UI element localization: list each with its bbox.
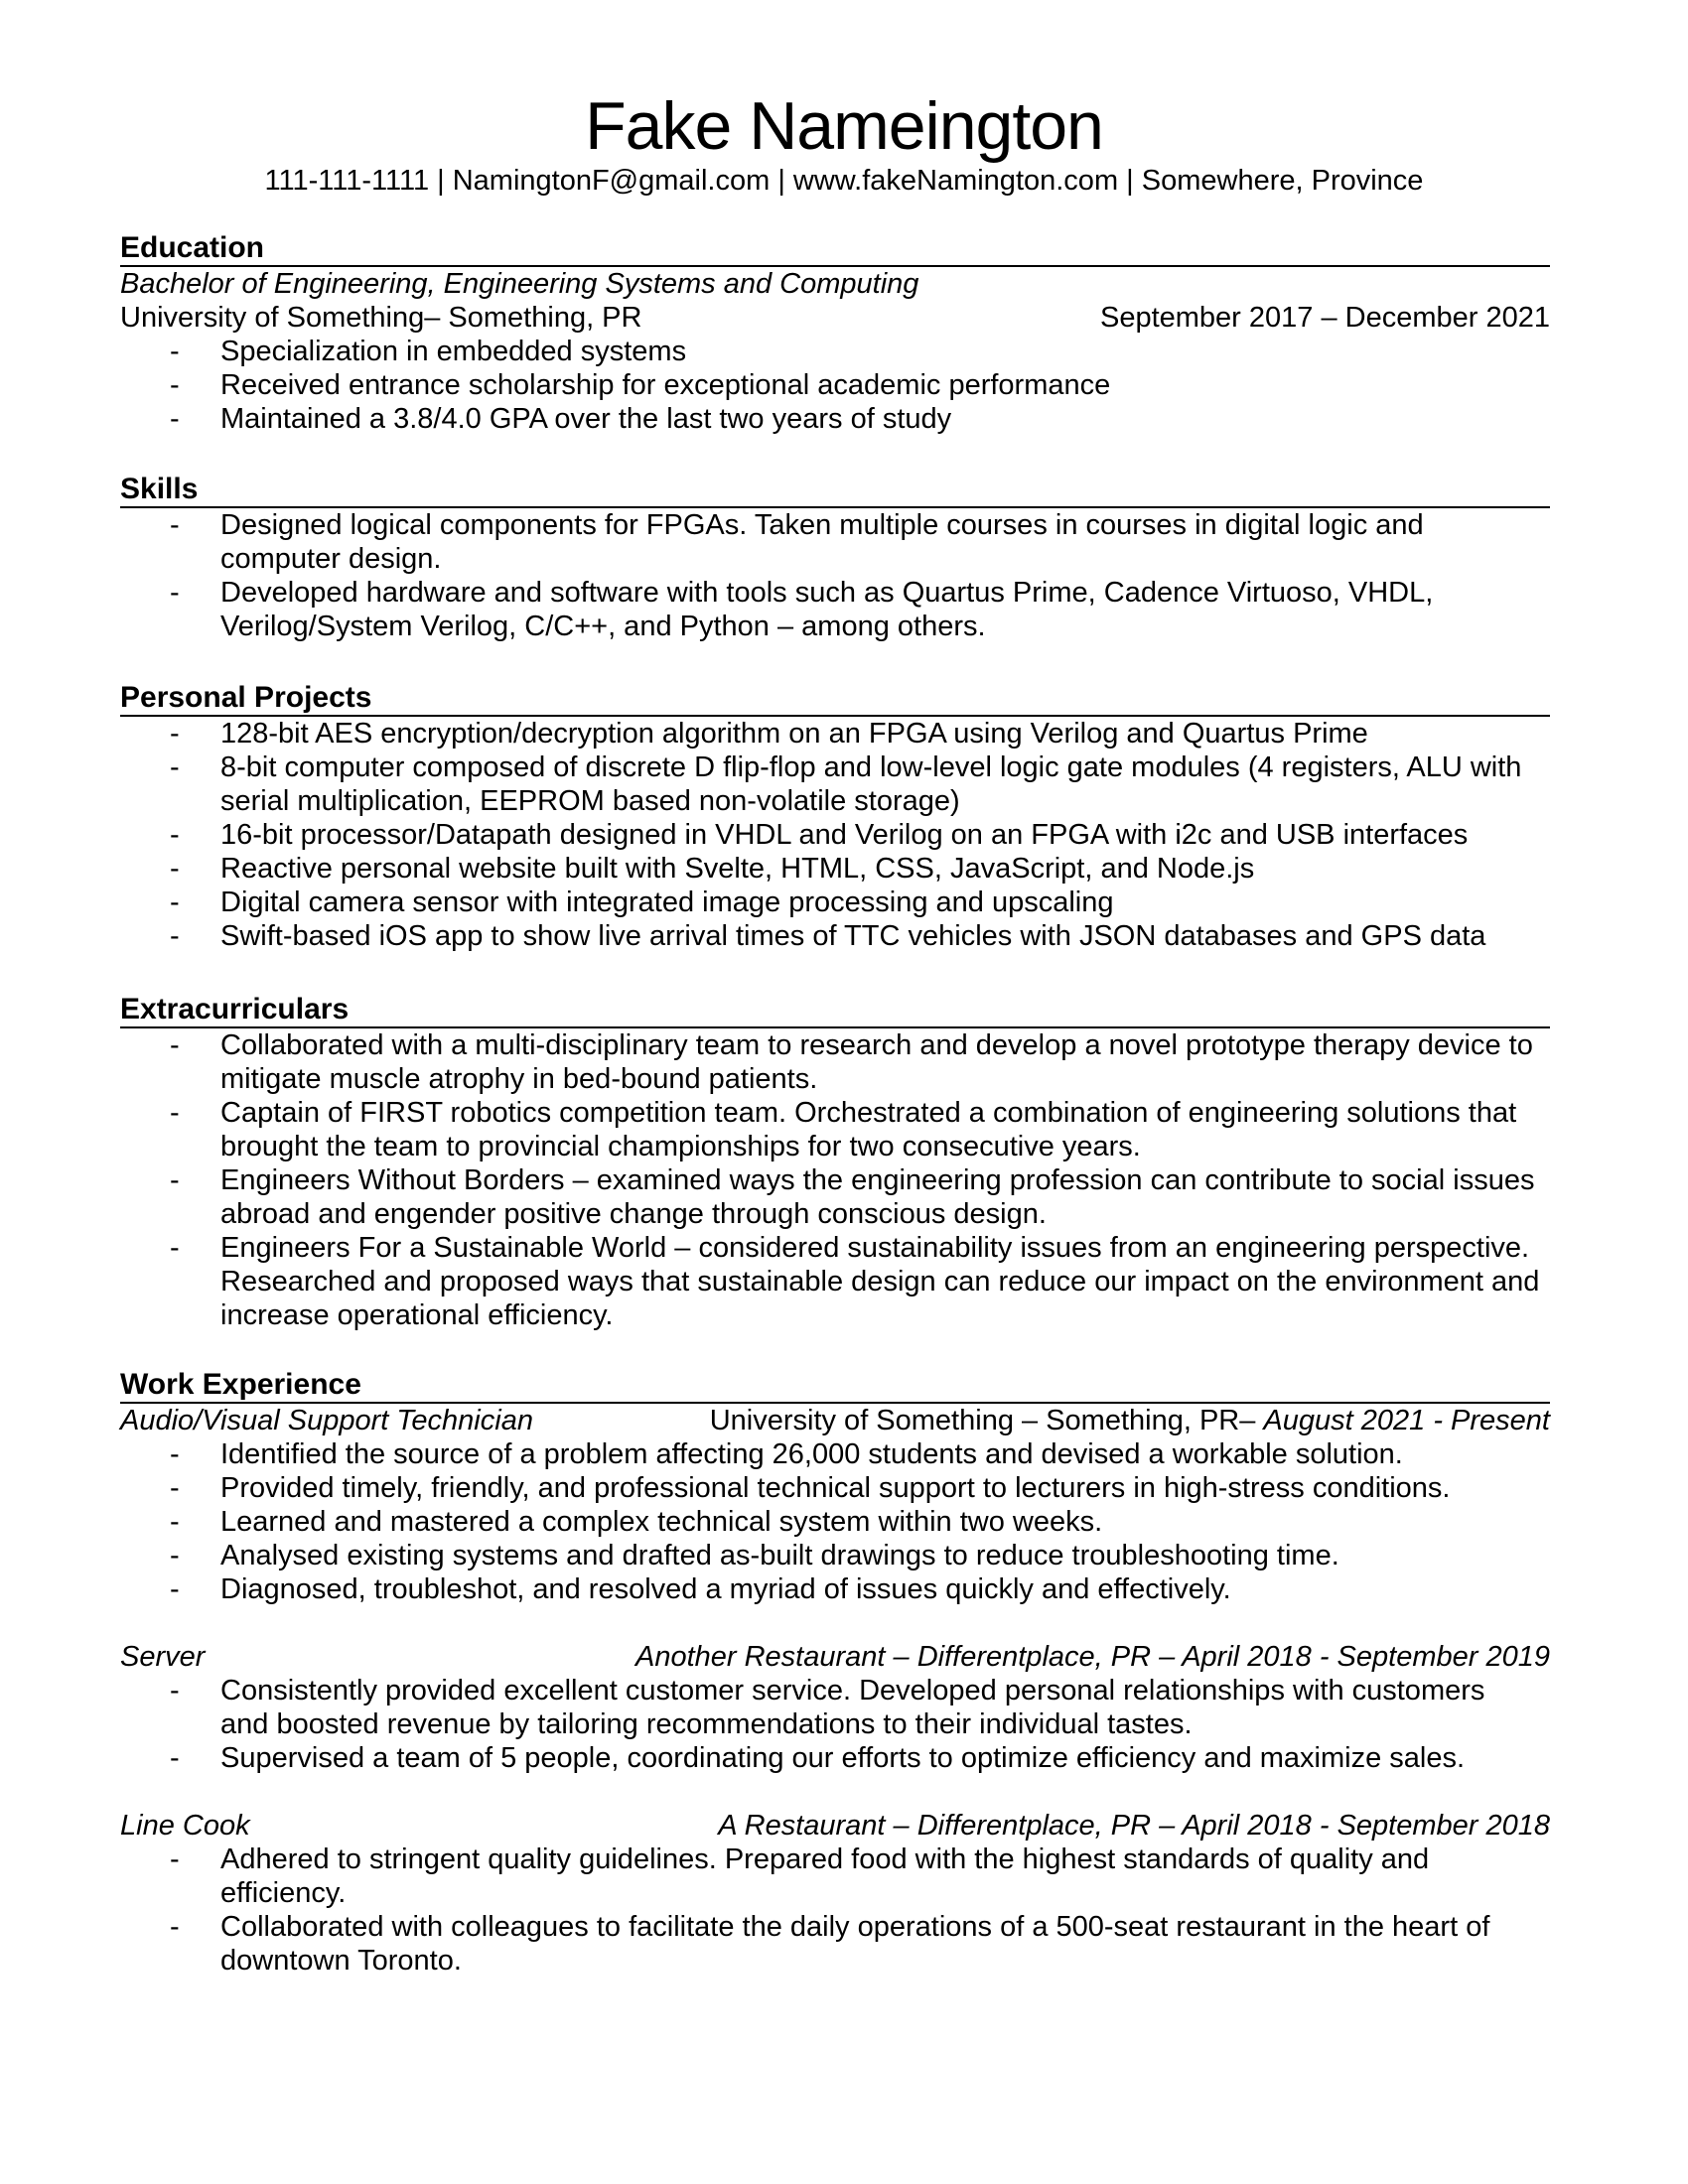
job-bullets (120, 1843, 1550, 1978)
job-title: Server (120, 1641, 206, 1673)
list-item: - 128-bit AES encryption/decryption algorithm on an FPGA using Verilog and Quartus Prime (170, 718, 1368, 750)
skills-bullets (120, 508, 1550, 643)
list-item: - 16-bit processor/Datapath designed in VHDL and Verilog on an FPGA with i2c and USB interfaces (170, 819, 1469, 851)
list-item: - Identified the source of a problem affecting 26,000 students and devised a workable solution. (170, 1438, 1403, 1470)
job-employer: Another Restaurant – Differentplace, PR – April 2018 - September 2019 (634, 1641, 1550, 1673)
school-name: University of Something– Something, PR (120, 302, 642, 334)
list-item: - Received entrance scholarship for exceptional academic performance (170, 369, 1111, 401)
list-item: - Engineers For a Sustainable World – considered sustainability issues from an engineering perspective. Researched and proposed ways that sustainable design can reduce our impact on the environment and increase operational efficiency. (170, 1232, 1540, 1331)
job-header (120, 1640, 1550, 1674)
list-item: - Consistently provided excellent customer service. Developed personal relationships with customers and boosted revenue by tailoring recommendations to their individual tastes. (170, 1675, 1485, 1740)
job-employer: A Restaurant – Differentplace, PR – April 2018 - September 2018 (718, 1810, 1550, 1842)
school-row (120, 301, 1550, 335)
list-item: - Swift-based iOS app to show live arrival times of TTC vehicles with JSON databases and GPS data (170, 920, 1486, 952)
list-item: - Captain of FIRST robotics competition team. Orchestrated a combination of engineering solutions that brought the team to provincial championships for two consecutive years. (170, 1097, 1517, 1162)
projects-section (120, 681, 1550, 953)
projects-bullets (120, 717, 1550, 953)
section-heading-skills: Skills (120, 473, 1550, 508)
job-bullets (120, 1674, 1550, 1775)
candidate-name: Fake Nameington (585, 88, 1103, 164)
job-employer: University of Something – Something, PR– August 2021 - Present (709, 1405, 1550, 1436)
contact-line: 111-111-1111 | NamingtonF@gmail.com | www.fakeNamington.com | Somewhere, Province (264, 165, 1424, 197)
job-header (120, 1809, 1550, 1843)
list-item: - Diagnosed, troubleshot, and resolved a myriad of issues quickly and effectively. (170, 1573, 1231, 1605)
list-item: - Designed logical components for FPGAs. Taken multiple courses in courses in digital logic and computer design. (170, 509, 1424, 575)
list-item: - Developed hardware and software with tools such as Quartus Prime, Cadence Virtuoso, VHDL, Verilog/System Verilog, C/C++, and Python – among others. (170, 577, 1434, 642)
section-heading-work: Work Experience (120, 1368, 1550, 1404)
section-heading-education: Education (120, 231, 1550, 267)
list-item: - Engineers Without Borders – examined ways the engineering profession can contribute to social issues abroad and engender positive change through conscious design. (170, 1164, 1535, 1230)
list-item: - Digital camera sensor with integrated image processing and upscaling (170, 887, 1114, 918)
list-item: - Supervised a team of 5 people, coordinating our efforts to optimize efficiency and maximize sales. (170, 1742, 1466, 1774)
list-item: - Maintained a 3.8/4.0 GPA over the last two years of study (170, 403, 952, 435)
list-item: - Adhered to stringent quality guidelines. Prepared food with the highest standards of quality and efficiency. (170, 1843, 1430, 1909)
list-item: - Analysed existing systems and drafted as-built drawings to reduce troubleshooting time. (170, 1540, 1339, 1571)
degree: Bachelor of Engineering, Engineering Systems and Computing (120, 268, 919, 300)
list-item: - Learned and mastered a complex technical system within two weeks. (170, 1506, 1103, 1538)
skills-section (120, 473, 1550, 643)
section-heading-extracurriculars: Extracurriculars (120, 993, 1550, 1028)
education-bullets (120, 335, 1550, 436)
job-title: Audio/Visual Support Technician (120, 1405, 533, 1436)
list-item: - 8-bit computer composed of discrete D flip-flop and low-level logic gate modules (4 registers, ALU with serial multiplication, EEPROM based non-volatile storage) (170, 751, 1522, 817)
list-item: - Specialization in embedded systems (170, 336, 687, 367)
extracurriculars-section (120, 993, 1550, 1332)
job-dates: August 2021 - Present (1263, 1405, 1550, 1436)
list-item: - Reactive personal website built with Svelte, HTML, CSS, JavaScript, and Node.js (170, 853, 1255, 885)
list-item: - Collaborated with colleagues to facilitate the daily operations of a 500-seat restaurant in the heart of downtown Toronto. (170, 1911, 1490, 1977)
work-section (120, 1368, 1550, 1978)
job-bullets (120, 1437, 1550, 1606)
education-dates: September 2017 – December 2021 (1099, 302, 1550, 334)
list-item: - Provided timely, friendly, and professional technical support to lecturers in high-stress conditions. (170, 1472, 1451, 1504)
extracurriculars-bullets (120, 1028, 1550, 1332)
section-heading-projects: Personal Projects (120, 681, 1550, 717)
list-item: - Collaborated with a multi-disciplinary team to research and develop a novel prototype therapy device to mitigate muscle atrophy in bed-bound patients. (170, 1029, 1533, 1095)
job-header (120, 1404, 1550, 1437)
job-title: Line Cook (120, 1810, 250, 1842)
education-section (120, 231, 1550, 436)
